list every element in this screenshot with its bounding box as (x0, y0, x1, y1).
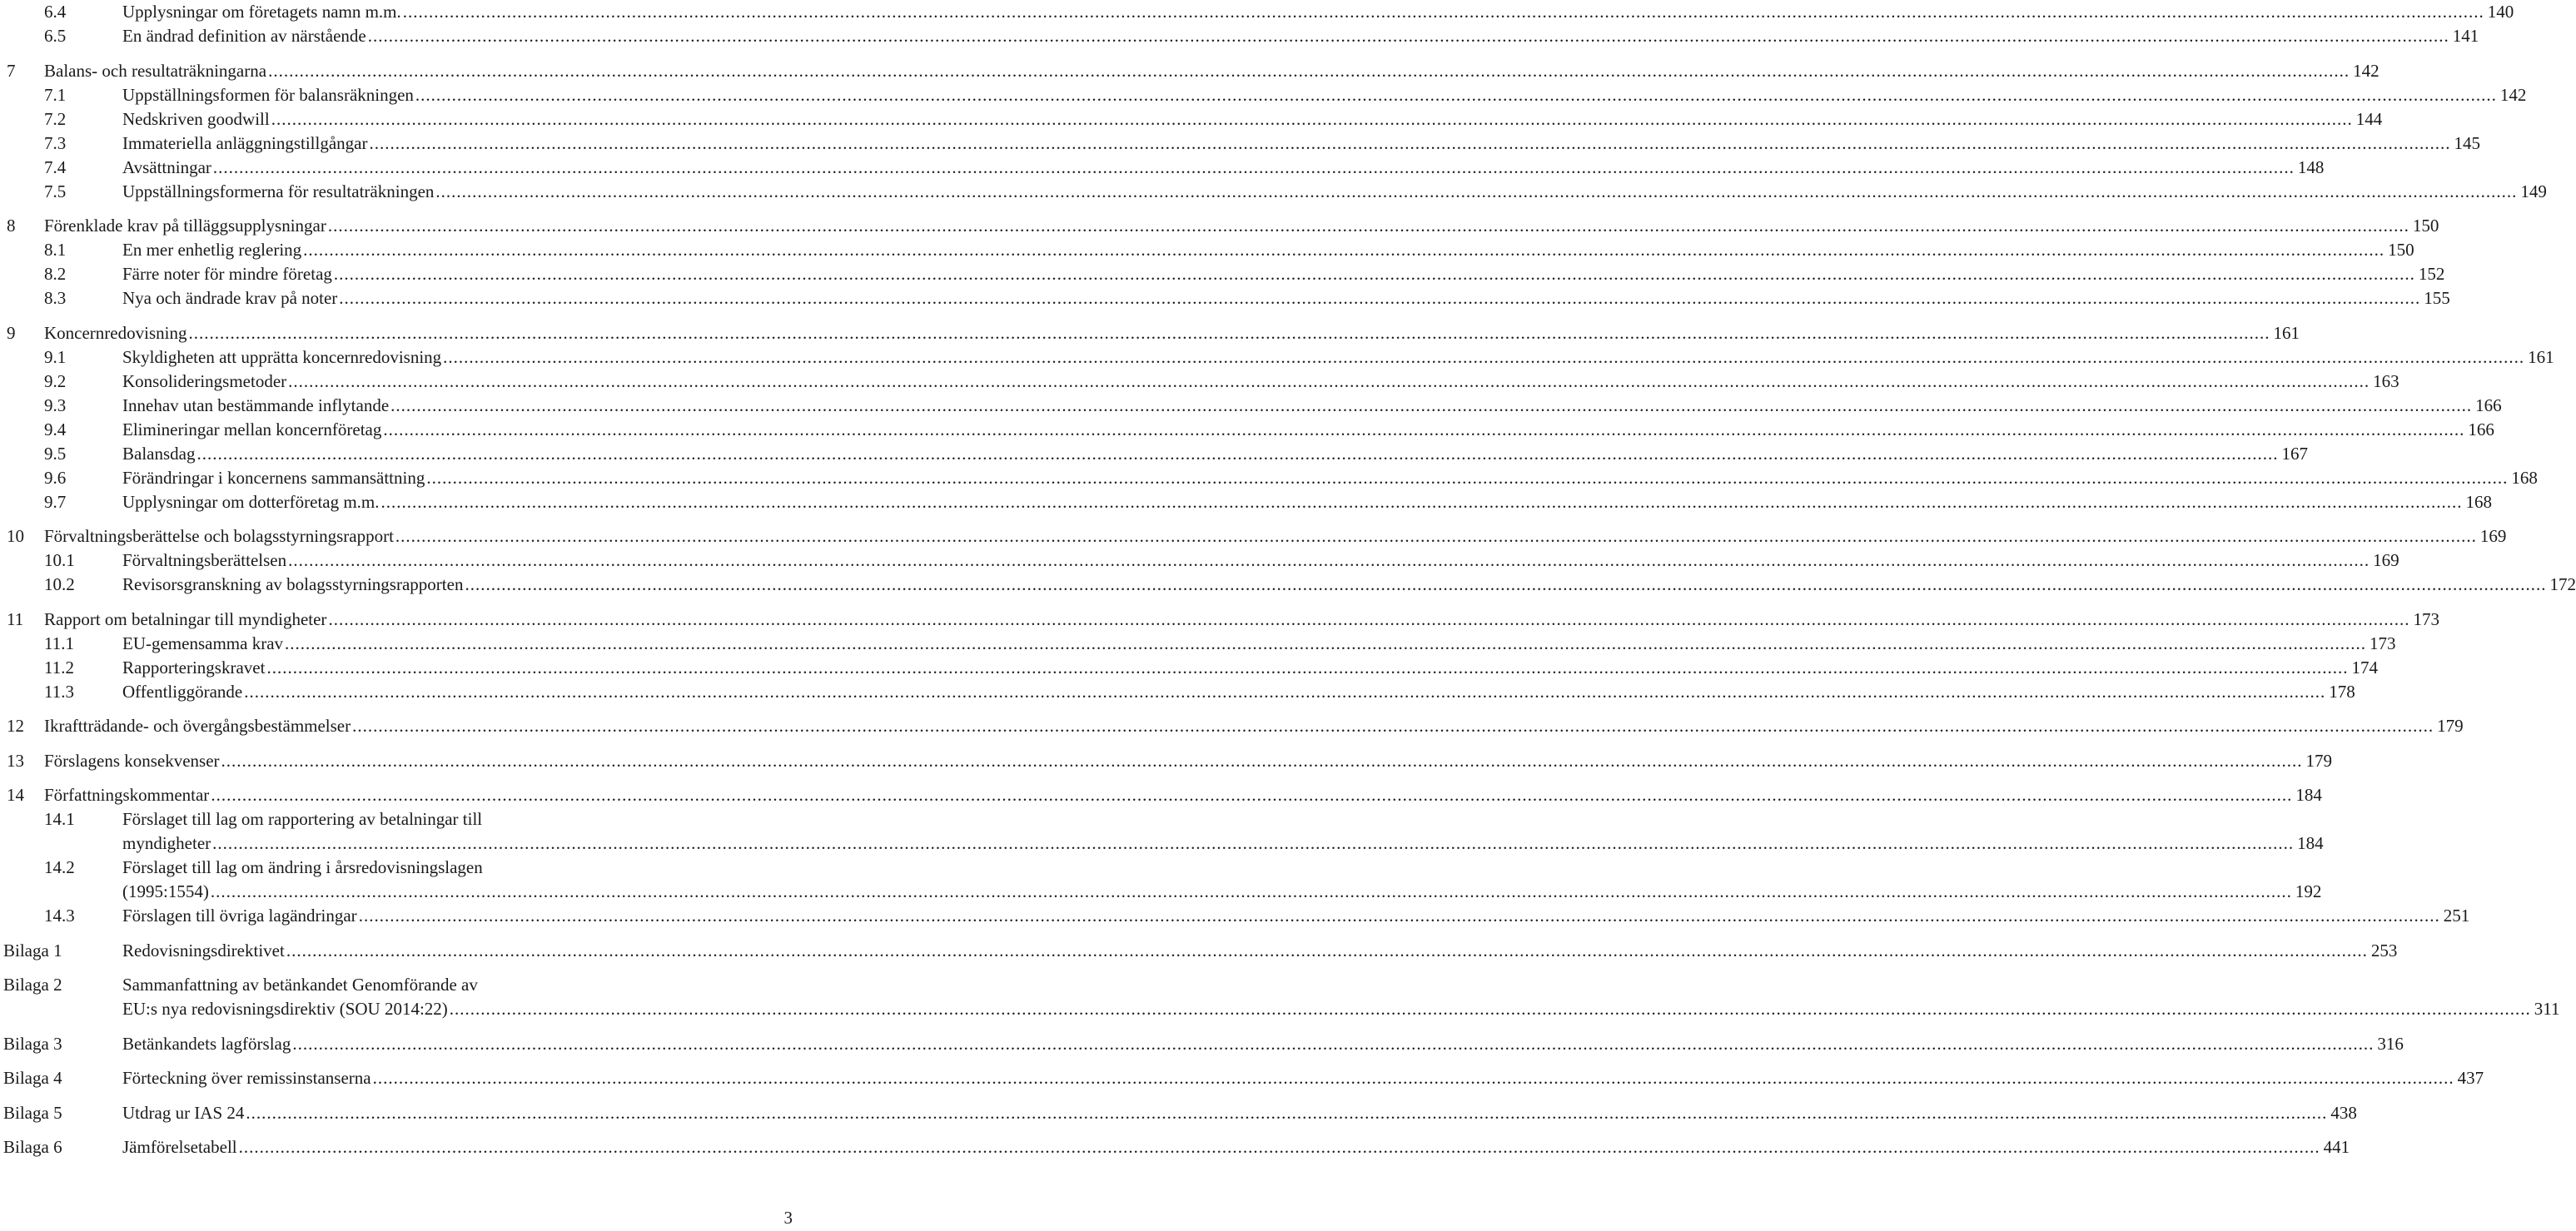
toc-entry[interactable] (0, 214, 2439, 238)
toc-entry[interactable] (0, 1032, 2404, 1056)
toc-entry-number: 9.6 (44, 467, 67, 488)
toc-entry-title: Elimineringar mellan koncernföretag (122, 418, 383, 442)
toc-entry-page: 161 (2270, 321, 2300, 345)
toc-entry-page: 142 (2497, 83, 2527, 107)
toc-entry-title: Innehav utan bestämmande inflytande (122, 394, 390, 418)
toc-entry-page: 150 (2385, 238, 2414, 262)
toc-entry-page: 178 (2325, 680, 2355, 704)
toc-entry[interactable] (0, 345, 2554, 370)
dot-leader: ................................................................................................................................................................................................................................................................................................................................................................................................................ (292, 1033, 2375, 1054)
toc-entry-page: 155 (2420, 286, 2450, 310)
dot-leader: ................................................................................................................................................................................................................................................................................................................................................................................................................ (188, 322, 2270, 343)
toc-entry-title: Immateriella anläggningstillgångar (122, 132, 369, 156)
toc-entry-page: 441 (2320, 1135, 2350, 1159)
toc-entry[interactable] (0, 394, 2502, 418)
toc-entry-number: 14 (7, 785, 24, 805)
toc-entry-number: 7.2 (44, 108, 67, 129)
toc-entry[interactable] (0, 24, 2479, 48)
toc-entry-title: Avsättningar (122, 156, 213, 180)
toc-entry-page: 311 (2531, 997, 2560, 1021)
toc-entry-number: 8 (7, 216, 16, 236)
toc-entry[interactable] (0, 83, 2527, 107)
dot-leader: ................................................................................................................................................................................................................................................................................................................................................................................................................ (271, 108, 2353, 129)
toc-entry-title: Ikraftträdande- och övergångsbestämmelser (44, 714, 352, 738)
toc-entry[interactable] (0, 939, 2398, 963)
toc-entry-title: Upplysningar om företagets namn m.m. (122, 0, 403, 24)
toc-entry-number: 10.1 (44, 550, 75, 570)
toc-entry[interactable] (0, 180, 2547, 204)
toc-entry-number: 9.4 (44, 419, 67, 439)
dot-leader: ................................................................................................................................................................................................................................................................................................................................................................................................................ (435, 181, 2518, 201)
toc-entry[interactable] (0, 749, 2333, 773)
toc-entry[interactable] (0, 573, 2576, 597)
dot-leader: ................................................................................................................................................................................................................................................................................................................................................................................................................ (212, 156, 2295, 177)
dot-leader: ................................................................................................................................................................................................................................................................................................................................................................................................................ (244, 681, 2326, 702)
toc-entry-title: Redovisningsdirektivet (122, 939, 286, 963)
toc-entry[interactable] (0, 490, 2493, 514)
toc-entry-number: 9.3 (44, 395, 67, 415)
dot-leader: ................................................................................................................................................................................................................................................................................................................................................................................................................ (383, 419, 2465, 439)
toc-entry-page: 148 (2295, 156, 2325, 180)
toc-entry-title: Förslaget till lag om rapportering av betalningar till (122, 807, 484, 831)
toc-entry-page: 169 (2370, 548, 2399, 573)
toc-entry-title: Nya och ändrade krav på noter (122, 286, 339, 310)
toc-entry-title: Konsolideringsmetoder (122, 370, 288, 394)
toc-entry-page: 152 (2415, 262, 2445, 286)
toc-entry-number: 9 (7, 322, 16, 343)
dot-leader: ................................................................................................................................................................................................................................................................................................................................................................................................................ (380, 491, 2463, 512)
dot-leader: ................................................................................................................................................................................................................................................................................................................................................................................................................ (367, 26, 2449, 46)
toc-entry[interactable] (0, 904, 2470, 928)
toc-entry[interactable] (0, 548, 2399, 573)
toc-entry-title: Jämförelsetabell (122, 1135, 239, 1159)
toc-entry[interactable] (0, 608, 2439, 632)
toc-entry-number: 7.4 (44, 156, 67, 177)
toc-entry-number: 9.7 (44, 491, 67, 512)
toc-entry[interactable] (0, 1066, 2484, 1090)
toc-entry-title: Upplysningar om dotterföretag m.m. (122, 490, 381, 514)
toc-entry-page: 437 (2454, 1066, 2484, 1090)
dot-leader: ................................................................................................................................................................................................................................................................................................................................................................................................................ (327, 216, 2409, 236)
toc-entry[interactable] (0, 680, 2355, 704)
dot-leader: ................................................................................................................................................................................................................................................................................................................................................................................................................ (333, 264, 2415, 284)
toc-entry-title: EU:s nya redovisningsdirektiv (SOU 2014:22) (122, 997, 450, 1021)
toc-entry-number: 14.3 (44, 906, 75, 926)
toc-entry-page: 316 (2374, 1032, 2404, 1056)
dot-leader: ................................................................................................................................................................................................................................................................................................................................................................................................................ (426, 467, 2509, 488)
dot-leader: ................................................................................................................................................................................................................................................................................................................................................................................................................ (266, 657, 2349, 678)
toc-entry-title: Förslagens konsekvenser (44, 749, 221, 773)
toc-entry-title: Rapport om betalningar till myndigheter (44, 608, 328, 632)
toc-entry[interactable] (0, 418, 2494, 442)
toc-entry-title: Balansdag (122, 442, 196, 466)
toc-entry-page: 169 (2477, 524, 2507, 548)
toc-entry-number: Bilaga 2 (3, 975, 62, 995)
toc-entry[interactable] (0, 370, 2399, 394)
toc-entry-page: 145 (2450, 132, 2480, 156)
toc-entry[interactable] (0, 632, 2396, 656)
toc-entry-title: Koncernredovisning (44, 321, 188, 345)
toc-entry-page: 184 (2292, 783, 2322, 807)
toc-entry-title: Sammanfattning av betänkandet Genomförande av (122, 973, 480, 997)
toc-entry-number: 8.2 (44, 264, 67, 284)
toc-entry-title: En ändrad definition av närstående (122, 24, 368, 48)
toc-entry-title: Skyldigheten att upprätta koncernredovisning (122, 345, 443, 370)
dot-leader: ................................................................................................................................................................................................................................................................................................................................................................................................................ (390, 395, 2473, 415)
toc-entry-number: 11.1 (44, 633, 74, 653)
dot-leader: ................................................................................................................................................................................................................................................................................................................................................................................................................ (238, 1137, 2320, 1157)
toc-entry-page: 184 (2294, 831, 2324, 856)
toc-entry[interactable] (0, 442, 2308, 466)
toc-entry[interactable] (0, 59, 2380, 83)
toc-entry-number: Bilaga 5 (3, 1102, 62, 1123)
toc-entry[interactable] (0, 783, 2322, 807)
toc-entry-title: Författningskommentar (44, 783, 211, 807)
dot-leader: ................................................................................................................................................................................................................................................................................................................................................................................................................ (211, 785, 2293, 805)
dot-leader: ................................................................................................................................................................................................................................................................................................................................................................................................................ (303, 240, 2385, 260)
dot-leader: ................................................................................................................................................................................................................................................................................................................................................................................................................ (246, 1102, 2328, 1123)
dot-leader: ................................................................................................................................................................................................................................................................................................................................................................................................................ (288, 370, 2370, 391)
toc-entry-number: 14.2 (44, 857, 75, 877)
toc-entry-page: 173 (2366, 632, 2396, 656)
toc-entry[interactable] (0, 831, 2324, 856)
dot-leader: ................................................................................................................................................................................................................................................................................................................................................................................................................ (221, 750, 2303, 771)
toc-entry-page: 192 (2292, 880, 2322, 904)
toc-entry-number: Bilaga 3 (3, 1033, 62, 1054)
toc-entry-title: Förteckning över remissinstanserna (122, 1066, 373, 1090)
toc-entry-page: 161 (2524, 345, 2554, 370)
toc-entry[interactable] (0, 880, 2322, 904)
toc-entry-page: 251 (2440, 904, 2470, 928)
toc-entry-number: 7.5 (44, 181, 67, 201)
dot-leader: ................................................................................................................................................................................................................................................................................................................................................................................................................ (402, 2, 2484, 22)
dot-leader: ................................................................................................................................................................................................................................................................................................................................................................................................................ (328, 608, 2410, 629)
dot-leader: ................................................................................................................................................................................................................................................................................................................................................................................................................ (369, 132, 2451, 153)
toc-entry-number: 8.1 (44, 240, 67, 260)
toc-entry-page: 179 (2303, 749, 2333, 773)
toc-entry-page: 141 (2449, 24, 2479, 48)
dot-leader: ................................................................................................................................................................................................................................................................................................................................................................................................................ (286, 940, 2368, 960)
toc-entry-number: 10.2 (44, 574, 75, 594)
toc-entry-page: 150 (2409, 214, 2439, 238)
toc-entry[interactable] (0, 524, 2507, 548)
toc-entry-page: 166 (2472, 394, 2502, 418)
toc-entry-page: 168 (2508, 466, 2538, 490)
toc-entry-page: 172 (2546, 573, 2576, 597)
toc-entry-title: Balans- och resultaträkningarna (44, 59, 268, 83)
toc-entry-number: 14.1 (44, 809, 75, 829)
dot-leader: ................................................................................................................................................................................................................................................................................................................................................................................................................ (395, 526, 2477, 546)
toc-entry-page: 253 (2368, 939, 2398, 963)
toc-entry-number: 9.2 (44, 370, 67, 391)
toc-entry-number: 7 (7, 60, 16, 81)
toc-entry[interactable] (0, 997, 2560, 1021)
toc-entry[interactable] (0, 656, 2378, 680)
toc-entry-number: 9.1 (44, 346, 67, 367)
dot-leader: ................................................................................................................................................................................................................................................................................................................................................................................................................ (415, 84, 2497, 105)
toc-entry-title: Revisorsgranskning av bolagsstyrningsrapporten (122, 573, 465, 597)
toc-entry-title: Offentliggörande (122, 680, 244, 704)
toc-entry[interactable] (0, 262, 2445, 286)
toc-entry-title: Nedskriven goodwill (122, 107, 271, 132)
toc-entry-page: 179 (2434, 714, 2464, 738)
dot-leader: ................................................................................................................................................................................................................................................................................................................................................................................................................ (339, 288, 2421, 308)
toc-entry-title: Betänkandets lagförslag (122, 1032, 292, 1056)
toc-entry-page: 149 (2517, 180, 2547, 204)
toc-entry-number: 9.5 (44, 443, 67, 464)
dot-leader: ................................................................................................................................................................................................................................................................................................................................................................................................................ (212, 833, 2295, 853)
dot-leader: ................................................................................................................................................................................................................................................................................................................................................................................................................ (465, 574, 2547, 594)
toc-entry[interactable] (0, 156, 2325, 180)
toc-entry[interactable] (0, 807, 620, 831)
page-number: 3 (783, 1208, 793, 1228)
toc-entry-page: 174 (2348, 656, 2378, 680)
toc-entry-number: 10 (7, 526, 24, 546)
dot-leader: ................................................................................................................................................................................................................................................................................................................................................................................................................ (268, 60, 2350, 81)
toc-entry[interactable] (0, 856, 620, 880)
toc-entry-page: 166 (2464, 418, 2494, 442)
toc-entry-page: 142 (2350, 59, 2380, 83)
toc-entry-title: Rapporteringskravet (122, 656, 266, 680)
toc-entry[interactable] (0, 107, 2383, 132)
toc-entry-page: 140 (2484, 0, 2514, 24)
dot-leader: ................................................................................................................................................................................................................................................................................................................................................................................................................ (210, 881, 2292, 901)
toc-entry-page: 163 (2370, 370, 2399, 394)
toc-entry-title: En mer enhetlig reglering (122, 238, 303, 262)
dot-leader: ................................................................................................................................................................................................................................................................................................................................................................................................................ (443, 346, 2525, 367)
dot-leader: ................................................................................................................................................................................................................................................................................................................................................................................................................ (449, 999, 2531, 1019)
toc-entry-title: Förvaltningsberättelsen (122, 548, 288, 573)
toc-entry-title: Uppställningsformen för balansräkningen (122, 83, 415, 107)
toc-entry[interactable] (0, 714, 2464, 738)
toc-entry-number: 11.2 (44, 657, 74, 678)
toc-entry-title: myndigheter (122, 831, 212, 856)
toc-entry-title: Förenklade krav på tilläggsupplysningar (44, 214, 328, 238)
dot-leader: ................................................................................................................................................................................................................................................................................................................................................................................................................ (358, 906, 2440, 926)
toc-entry-number: Bilaga 1 (3, 940, 62, 960)
toc-entry-number: 7.3 (44, 132, 67, 153)
toc-entry[interactable] (0, 132, 2480, 156)
toc-entry[interactable] (0, 466, 2538, 490)
toc-entry-number: 11 (7, 608, 24, 629)
toc-entry-page: 167 (2278, 442, 2308, 466)
dot-leader: ................................................................................................................................................................................................................................................................................................................................................................................................................ (285, 633, 2367, 653)
toc-entry[interactable] (0, 321, 2300, 345)
toc-entry[interactable] (0, 973, 620, 997)
toc-entry-number: Bilaga 6 (3, 1137, 62, 1157)
toc-entry-number: 12 (7, 716, 24, 736)
toc-entry[interactable] (0, 1135, 2350, 1159)
toc-entry-title: Förändringar i koncernens sammansättning (122, 466, 426, 490)
toc-entry-title: EU-gemensamma krav (122, 632, 285, 656)
toc-entry[interactable] (0, 238, 2414, 262)
dot-leader: ................................................................................................................................................................................................................................................................................................................................................................................................................ (196, 443, 2279, 464)
toc-entry[interactable] (0, 1101, 2357, 1125)
toc-entry-page: 438 (2327, 1101, 2357, 1125)
toc-entry[interactable] (0, 0, 2514, 24)
toc-entry-title: Förslagen till övriga lagändringar (122, 904, 359, 928)
toc-entry-title: Förvaltningsberättelse och bolagsstyrningsrapport (44, 524, 395, 548)
dot-leader: ................................................................................................................................................................................................................................................................................................................................................................................................................ (372, 1068, 2454, 1088)
toc-entry-number: 6.4 (44, 2, 67, 22)
toc-entry-title: Färre noter för mindre företag (122, 262, 334, 286)
toc-entry-number: 11.3 (44, 681, 74, 702)
toc-entry-number: 7.1 (44, 84, 67, 105)
toc-entry-number: 8.3 (44, 288, 67, 308)
toc-entry-page: 173 (2409, 608, 2439, 632)
toc-entry-page: 168 (2463, 490, 2493, 514)
dot-leader: ................................................................................................................................................................................................................................................................................................................................................................................................................ (288, 550, 2370, 570)
toc-entry-title: Utdrag ur IAS 24 (122, 1101, 246, 1125)
toc-entry-title: Uppställningsformerna för resultaträkningen (122, 180, 435, 204)
toc-entry[interactable] (0, 286, 2450, 310)
toc-entry-page: 144 (2353, 107, 2383, 132)
toc-entry-title: (1995:1554) (122, 880, 211, 904)
dot-leader: ................................................................................................................................................................................................................................................................................................................................................................................................................ (352, 716, 2434, 736)
toc-entry-title: Förslaget till lag om ändring i årsredovisningslagen (122, 856, 485, 880)
toc-entry-number: 13 (7, 750, 24, 771)
toc-entry-number: 6.5 (44, 26, 67, 46)
toc-entry-number: Bilaga 4 (3, 1068, 62, 1088)
